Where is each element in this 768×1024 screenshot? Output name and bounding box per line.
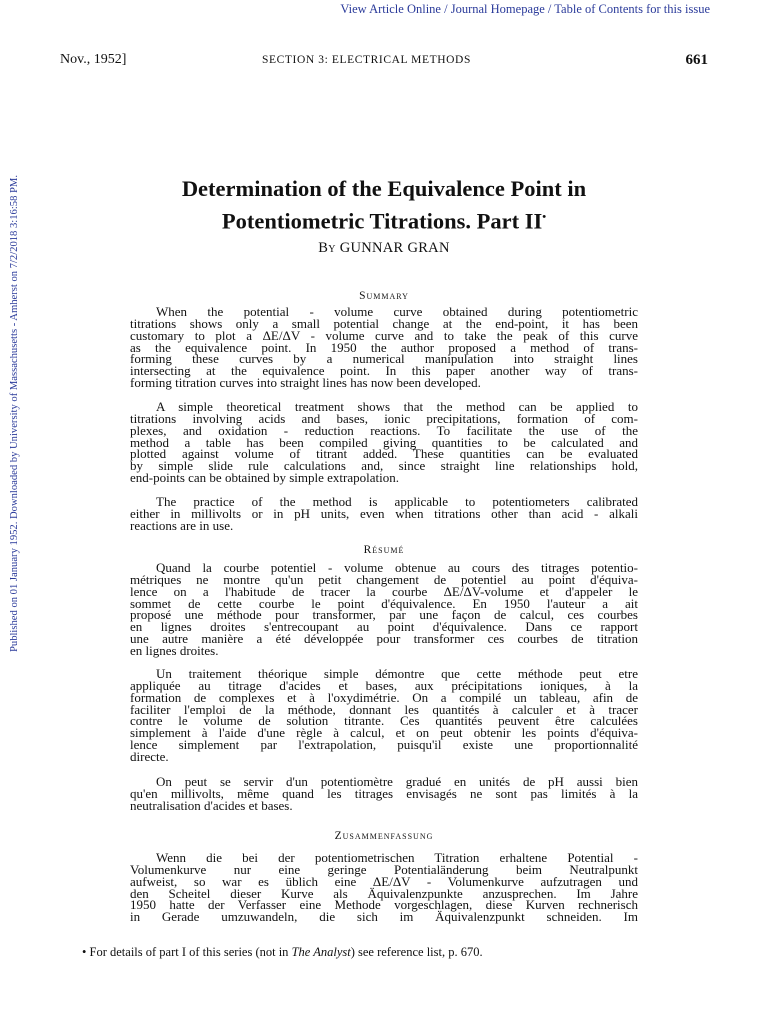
text-line: method a table has been compiled giving quantities to be calculated and (130, 434, 638, 450)
journal-name: The Analyst (291, 945, 351, 959)
zusammenfassung-paragraph-1 (130, 852, 638, 923)
text-line: lence on a l'habitude de tracer la courbe ΔE/ΔV-volume et d'appeler le (130, 583, 638, 599)
text-line: On peut se servir d'un potentiomètre gradué en unités de pH aussi bien (156, 774, 638, 789)
text-line: The practice of the method is applicable to potentiometers calibrated (156, 494, 638, 509)
footnote-text-start: For details of part I of this series (not in (86, 945, 292, 959)
text-line: Un traitement théorique simple démontre que cette méthode peut etre (156, 666, 638, 681)
text-line: proposé une méthode pour transformer, par une façon de calcul, ces courbes (130, 607, 638, 623)
link-separator: / (440, 2, 451, 16)
footnote-text-end: ) see reference list, p. 670. (350, 945, 483, 959)
summary-paragraph-3 (130, 496, 638, 532)
text-line: en lignes droites. (130, 642, 219, 658)
footnote-marker: • (542, 211, 547, 223)
author-name: GUNNAR GRAN (339, 240, 450, 256)
text-line: aufweist, so war es üblich eine ΔE/ΔV - Volumenkurve aufzutragen und (130, 873, 638, 889)
text-line: métriques ne montre qu'un petit changement de potentiel au point d'équiva- (130, 571, 638, 587)
text-line: Volumenkurve nur eine geringe Potentialänderung beim Neutralpunkt (130, 861, 638, 877)
footnote-symbol: • (82, 945, 87, 959)
text-line: titrations shows only a small potential change at the end-point, it has been (130, 315, 638, 331)
zusammenfassung-heading: Zusammenfassung (334, 830, 434, 842)
text-line: When the potential - volume curve obtained during potentiometric (156, 304, 638, 319)
text-line: plotted against volume of titrant added. These quantities can be evaluated (130, 446, 638, 462)
text-line: neutralisation d'acides et bases. (130, 797, 293, 813)
text-line: reactions are in use. (130, 517, 234, 533)
title-line-1: Determination of the Equivalence Point in (181, 176, 587, 201)
text-line: qu'en millivolts, même quand les titrages envisagés ne sont pas limités à la (130, 785, 638, 801)
text-line: faciliter l'emploi de la méthode, donnant les quantités à calculer et à tracer (130, 701, 638, 717)
article-title (60, 175, 708, 236)
resume-paragraph-1 (130, 562, 638, 657)
text-line: forming titration curves into straight lines has now been developed. (130, 375, 481, 391)
text-line: simplement à l'aide d'une règle à calcul, et on peut obtenir les points d'équiva- (130, 725, 638, 741)
text-line: contre le volume de solution titrante. Ces quantités peuvent être calculées (130, 713, 638, 729)
text-line: une autre manière a été développée pour transformer ces courbes de titration (130, 631, 638, 647)
summary-paragraph-2 (130, 401, 638, 484)
text-line: by simple slide rule calculations and, since straight line relationships hold, (130, 458, 638, 474)
issue-date: Nov., 1952] (60, 52, 127, 67)
running-head (60, 52, 708, 70)
resume-paragraph-2 (130, 668, 638, 763)
section-title: SECTION 3: ELECTRICAL METHODS (262, 54, 471, 66)
download-watermark (7, 100, 21, 652)
title-line-2: Potentiometric Titrations. Part II• (221, 208, 547, 234)
link-separator: / (544, 2, 555, 16)
page-number: 661 (685, 52, 708, 68)
text-line: Quand la courbe potentiel - volume obtenue au cours des titrages potentio- (156, 560, 638, 575)
text-line: end-points can be obtained by simple extrapolation. (130, 470, 399, 486)
text-line: titrations involving acids and bases, ionic precipitations, formation of com- (130, 410, 638, 426)
text-line: forming these curves by a numerical manipulation into straight lines (130, 351, 638, 367)
table-of-contents-link[interactable]: Table of Contents for this issue (554, 2, 710, 16)
text-line: formation de complexes et à l'oxydimétrie. On a compilé un tableau, afin de (130, 689, 638, 705)
byline-prefix: By (318, 240, 336, 256)
byline (60, 240, 708, 257)
summary-heading: Summary (359, 290, 409, 302)
summary-paragraph-1 (130, 306, 638, 389)
text-line: en lignes droites s'entrecoupant au point d'équivalence. Dans ce rapport (130, 619, 638, 635)
text-line: lence simplement par l'extrapolation, puisqu'il existe une proportionnalité (130, 737, 638, 753)
text-line: A simple theoretical treatment shows that the method can be applied to (156, 399, 638, 414)
text-line: Wenn die bei der potentiometrischen Titration erhaltene Potential - (156, 850, 638, 865)
text-line: customary to plot a ΔE/ΔV - volume curve and to take the peak of this curve (130, 327, 638, 343)
text-line: either in millivolts or in pH units, even when titrations other than acid - alkali (130, 505, 638, 521)
text-line: intersecting at the equivalence point. In this paper another way of trans- (130, 363, 638, 379)
text-line: den Scheitel dieser Kurve als Äquivalenzpunkte anzusprechen. Im Jahre (130, 885, 638, 901)
view-article-online-link[interactable]: View Article Online (340, 2, 441, 16)
resume-paragraph-3 (130, 776, 638, 812)
resume-heading: Résumé (363, 544, 405, 556)
article-links (340, 2, 710, 17)
text-line: as the equivalence point. In 1950 the author proposed a method of trans- (130, 339, 638, 355)
text-line: appliquée au titrage d'acides et bases, aux précipitations ioniques, à la (130, 677, 638, 693)
text-line: sommet de cette courbe le point d'équivalence. En 1950 l'auteur a ait (130, 595, 638, 611)
text-line: in Gerade umzuwandeln, die sich im Äquivalenzpunkt schneiden. Im (130, 909, 638, 925)
download-notice: Published on 01 January 1952. Downloaded by University of Massachusetts - Amherst on 7/2/2018 3:16:58 PM. (9, 175, 20, 652)
journal-homepage-link[interactable]: Journal Homepage (450, 2, 545, 16)
footnote (82, 945, 682, 960)
text-line: 1950 hatte der Verfasser eine Methode vorgeschlagen, diese Kurven rechnerisch (130, 897, 638, 913)
text-line: plexes, and oxidation - reduction reactions. To facilitate the use of the (130, 422, 638, 438)
text-line: directe. (130, 748, 169, 764)
